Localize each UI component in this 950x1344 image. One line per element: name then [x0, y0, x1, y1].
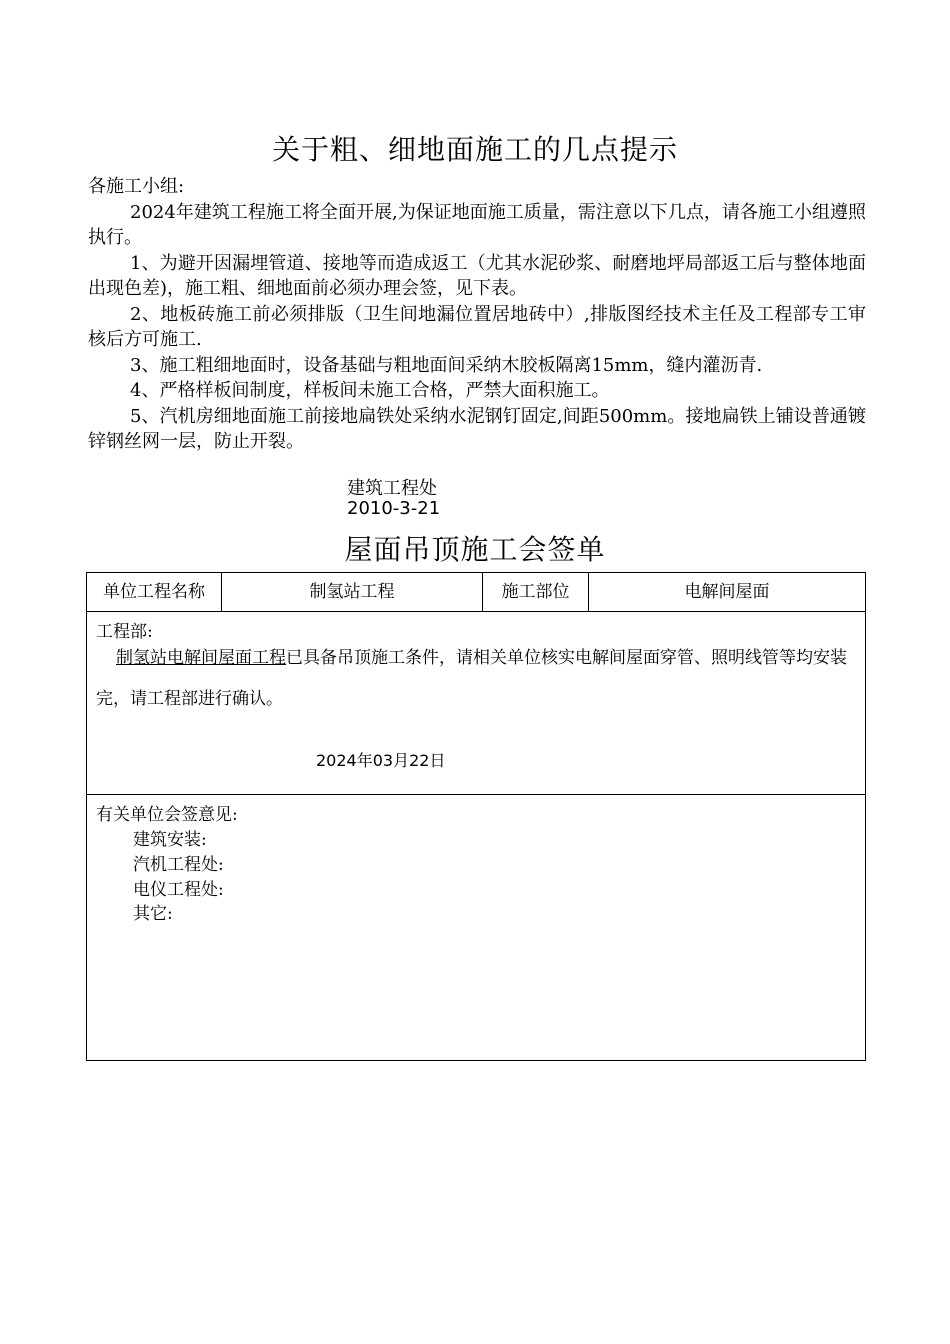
notice-salutation: 各施工小组: [88, 176, 185, 197]
location-label: 施工部位 [483, 573, 589, 611]
notice-paragraph: 5、汽机房细地面施工前接地扁铁处采纳水泥钢钉固定,间距500mm。接地扁铁上铺设普通镀锌钢丝网一层，防止开裂。 [88, 405, 866, 452]
form-title: 屋面吊顶施工会签单 [344, 533, 606, 566]
request-label: 工程部: [96, 622, 153, 642]
request-project-name: 制氢站电解间屋面工程 [116, 648, 286, 668]
opinion-item-electrical: 电仪工程处: [133, 880, 224, 900]
opinions-label: 有关单位会签意见: [96, 805, 238, 825]
request-text: 已具备吊顶施工条件，请相关单位核实电解间屋面穿管、照明线管等均安装完，请工程部进行确认。 [96, 648, 847, 709]
request-date: 2024年03月22日 [316, 751, 446, 770]
request-section [87, 612, 865, 795]
signoff-form-table [86, 572, 866, 1061]
notice-paragraph: 3、施工粗细地面时，设备基础与粗地面间采纳木胶板隔离15mm，缝内灌沥青. [130, 354, 763, 376]
unit-name-value: 制氢站工程 [222, 573, 483, 611]
form-header-row [87, 573, 865, 612]
notice-body [88, 174, 866, 455]
signature-org: 建筑工程处 [347, 478, 437, 499]
notice-paragraph: 1、为避开因漏埋管道、接地等而造成返工（尤其水泥砂浆、耐磨地坪局部返工后与整体地面出现色差)，施工粗、细地面前必须办理会签，见下表。 [88, 252, 866, 299]
request-content [96, 638, 858, 720]
notice-paragraph: 2024年建筑工程施工将全面开展,为保证地面施工质量，需注意以下几点，请各施工小组遵照执行。 [88, 201, 866, 248]
notice-paragraph: 2、地板砖施工前必须排版（卫生间地漏位置居地砖中）,排版图经技术主任及工程部专工审核后方可施工. [88, 303, 866, 350]
opinion-item-turbine: 汽机工程处: [133, 855, 224, 875]
opinion-item-other: 其它: [133, 904, 173, 924]
unit-name-label: 单位工程名称 [87, 573, 222, 611]
opinion-item-construction: 建筑安装: [133, 830, 207, 850]
location-value: 电解间屋面 [684, 582, 770, 602]
notice-paragraph: 4、严格样板间制度，样板间未施工合格，严禁大面积施工。 [130, 380, 610, 401]
signature-date: 2010-3-21 [347, 498, 441, 519]
notice-title: 关于粗、细地面施工的几点提示 [271, 133, 678, 166]
